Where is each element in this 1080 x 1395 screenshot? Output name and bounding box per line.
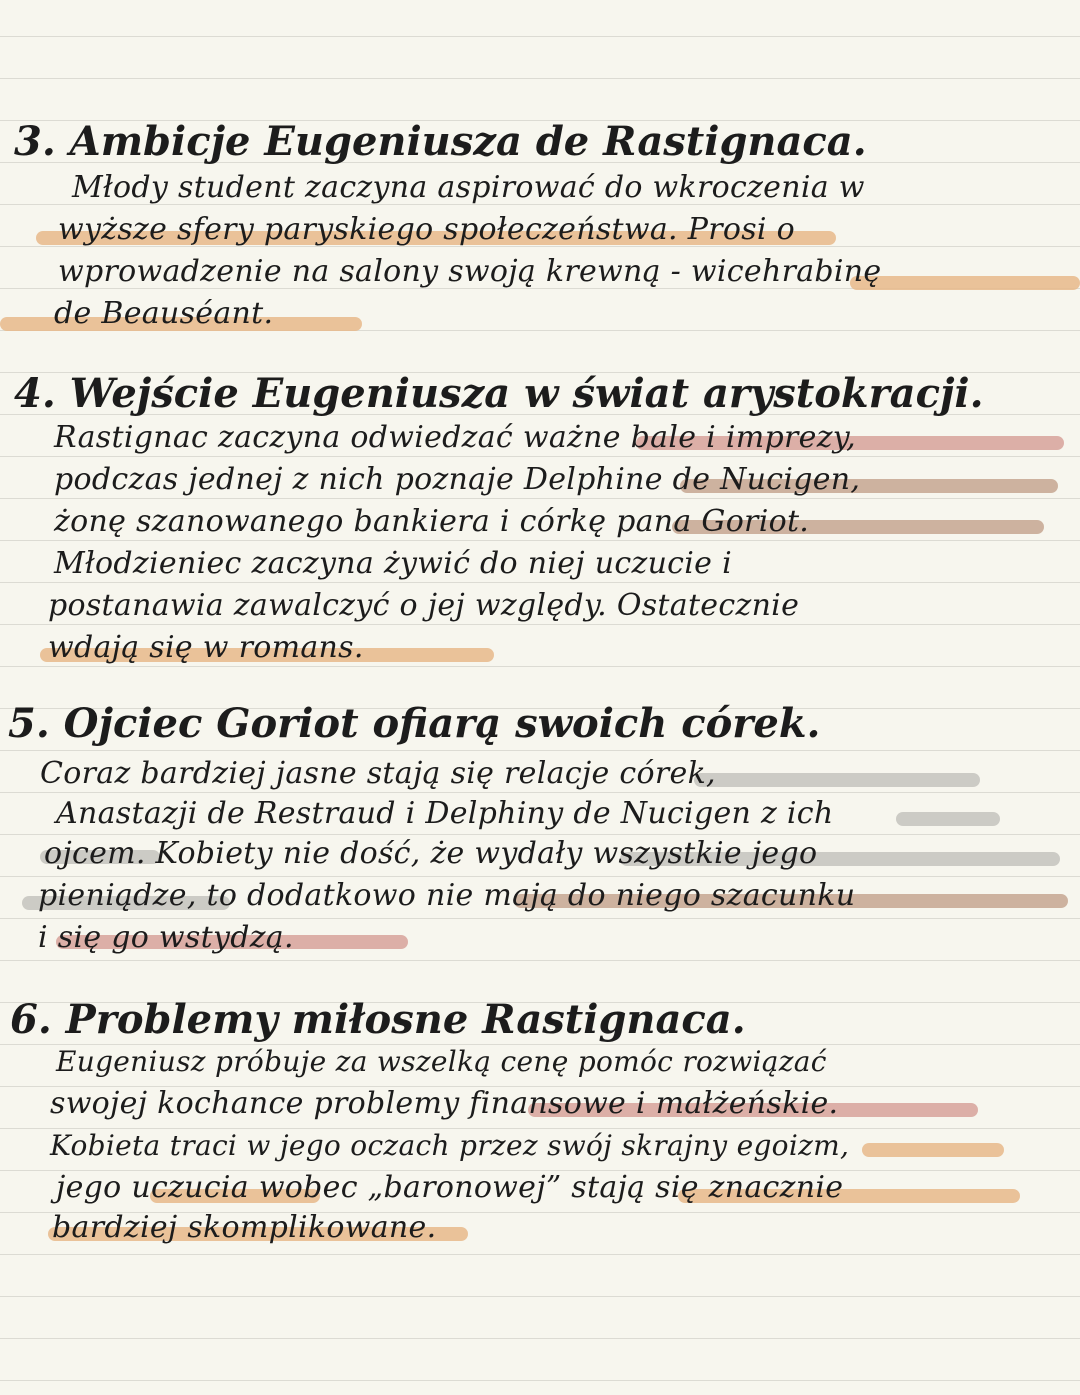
- note-line: Anastazji de Restraud i Delphiny de Nucigen z ich: [56, 796, 834, 831]
- note-line: wprowadzenie na salony swoją krewną - wicehrabinę: [58, 254, 882, 289]
- highlight-mark: [862, 1143, 1004, 1157]
- ruled-line: [0, 1338, 1080, 1339]
- note-line: jego uczucia wobec „baronowej” stają się znacznie: [56, 1170, 844, 1205]
- note-line: Eugeniusz próbuje za wszelką cenę pomóc rozwiązać: [56, 1045, 827, 1078]
- note-line: Kobieta traci w jego oczach przez swój skrajny egoizm,: [50, 1129, 850, 1162]
- note-line: wdają się w romans.: [48, 630, 364, 665]
- ruled-line: [0, 1254, 1080, 1255]
- ruled-line: [0, 750, 1080, 751]
- ruled-line: [0, 78, 1080, 79]
- note-line: bardziej skomplikowane.: [52, 1210, 437, 1245]
- highlight-mark: [694, 773, 980, 787]
- highlight-mark: [896, 812, 1000, 826]
- note-line: de Beauséant.: [54, 296, 274, 331]
- section-heading: 3. Ambicje Eugeniusza de Rastignaca.: [14, 118, 867, 165]
- note-line: wyższe sfery paryskiego społeczeństwa. Prosi o: [58, 212, 795, 247]
- highlight-mark: [850, 276, 1080, 290]
- note-line: swojej kochance problemy finansowe i małżeńskie.: [50, 1086, 839, 1121]
- note-line: Rastignac zaczyna odwiedzać ważne bale i imprezy,: [54, 420, 856, 455]
- note-line: Młody student zaczyna aspirować do wkroczenia w: [72, 170, 865, 205]
- note-line: Młodzieniec zaczyna żywić do niej uczucie i: [54, 546, 732, 581]
- section-heading: 6. Problemy miłosne Rastignaca.: [10, 996, 746, 1043]
- note-line: żonę szanowanego bankiera i córkę pana Goriot.: [54, 504, 810, 539]
- ruled-line: [0, 960, 1080, 961]
- section-heading: 5. Ojciec Goriot ofiarą swoich córek.: [8, 700, 821, 747]
- ruled-line: [0, 1296, 1080, 1297]
- ruled-line: [0, 1380, 1080, 1381]
- note-line: pieniądze, to dodatkowo nie mają do niego szacunku: [38, 878, 856, 913]
- section-heading: 4. Wejście Eugeniusza w świat arystokracji.: [14, 370, 984, 417]
- note-line: postanawia zawalczyć o jej względy. Ostatecznie: [48, 588, 800, 623]
- note-line: Coraz bardziej jasne stają się relacje córek,: [40, 756, 716, 791]
- note-line: i się go wstydzą.: [38, 920, 294, 955]
- note-line: podczas jednej z nich poznaje Delphine de Nucigen,: [54, 462, 861, 497]
- note-line: ojcem. Kobiety nie dość, że wydały wszystkie jego: [44, 836, 818, 871]
- ruled-line: [0, 36, 1080, 37]
